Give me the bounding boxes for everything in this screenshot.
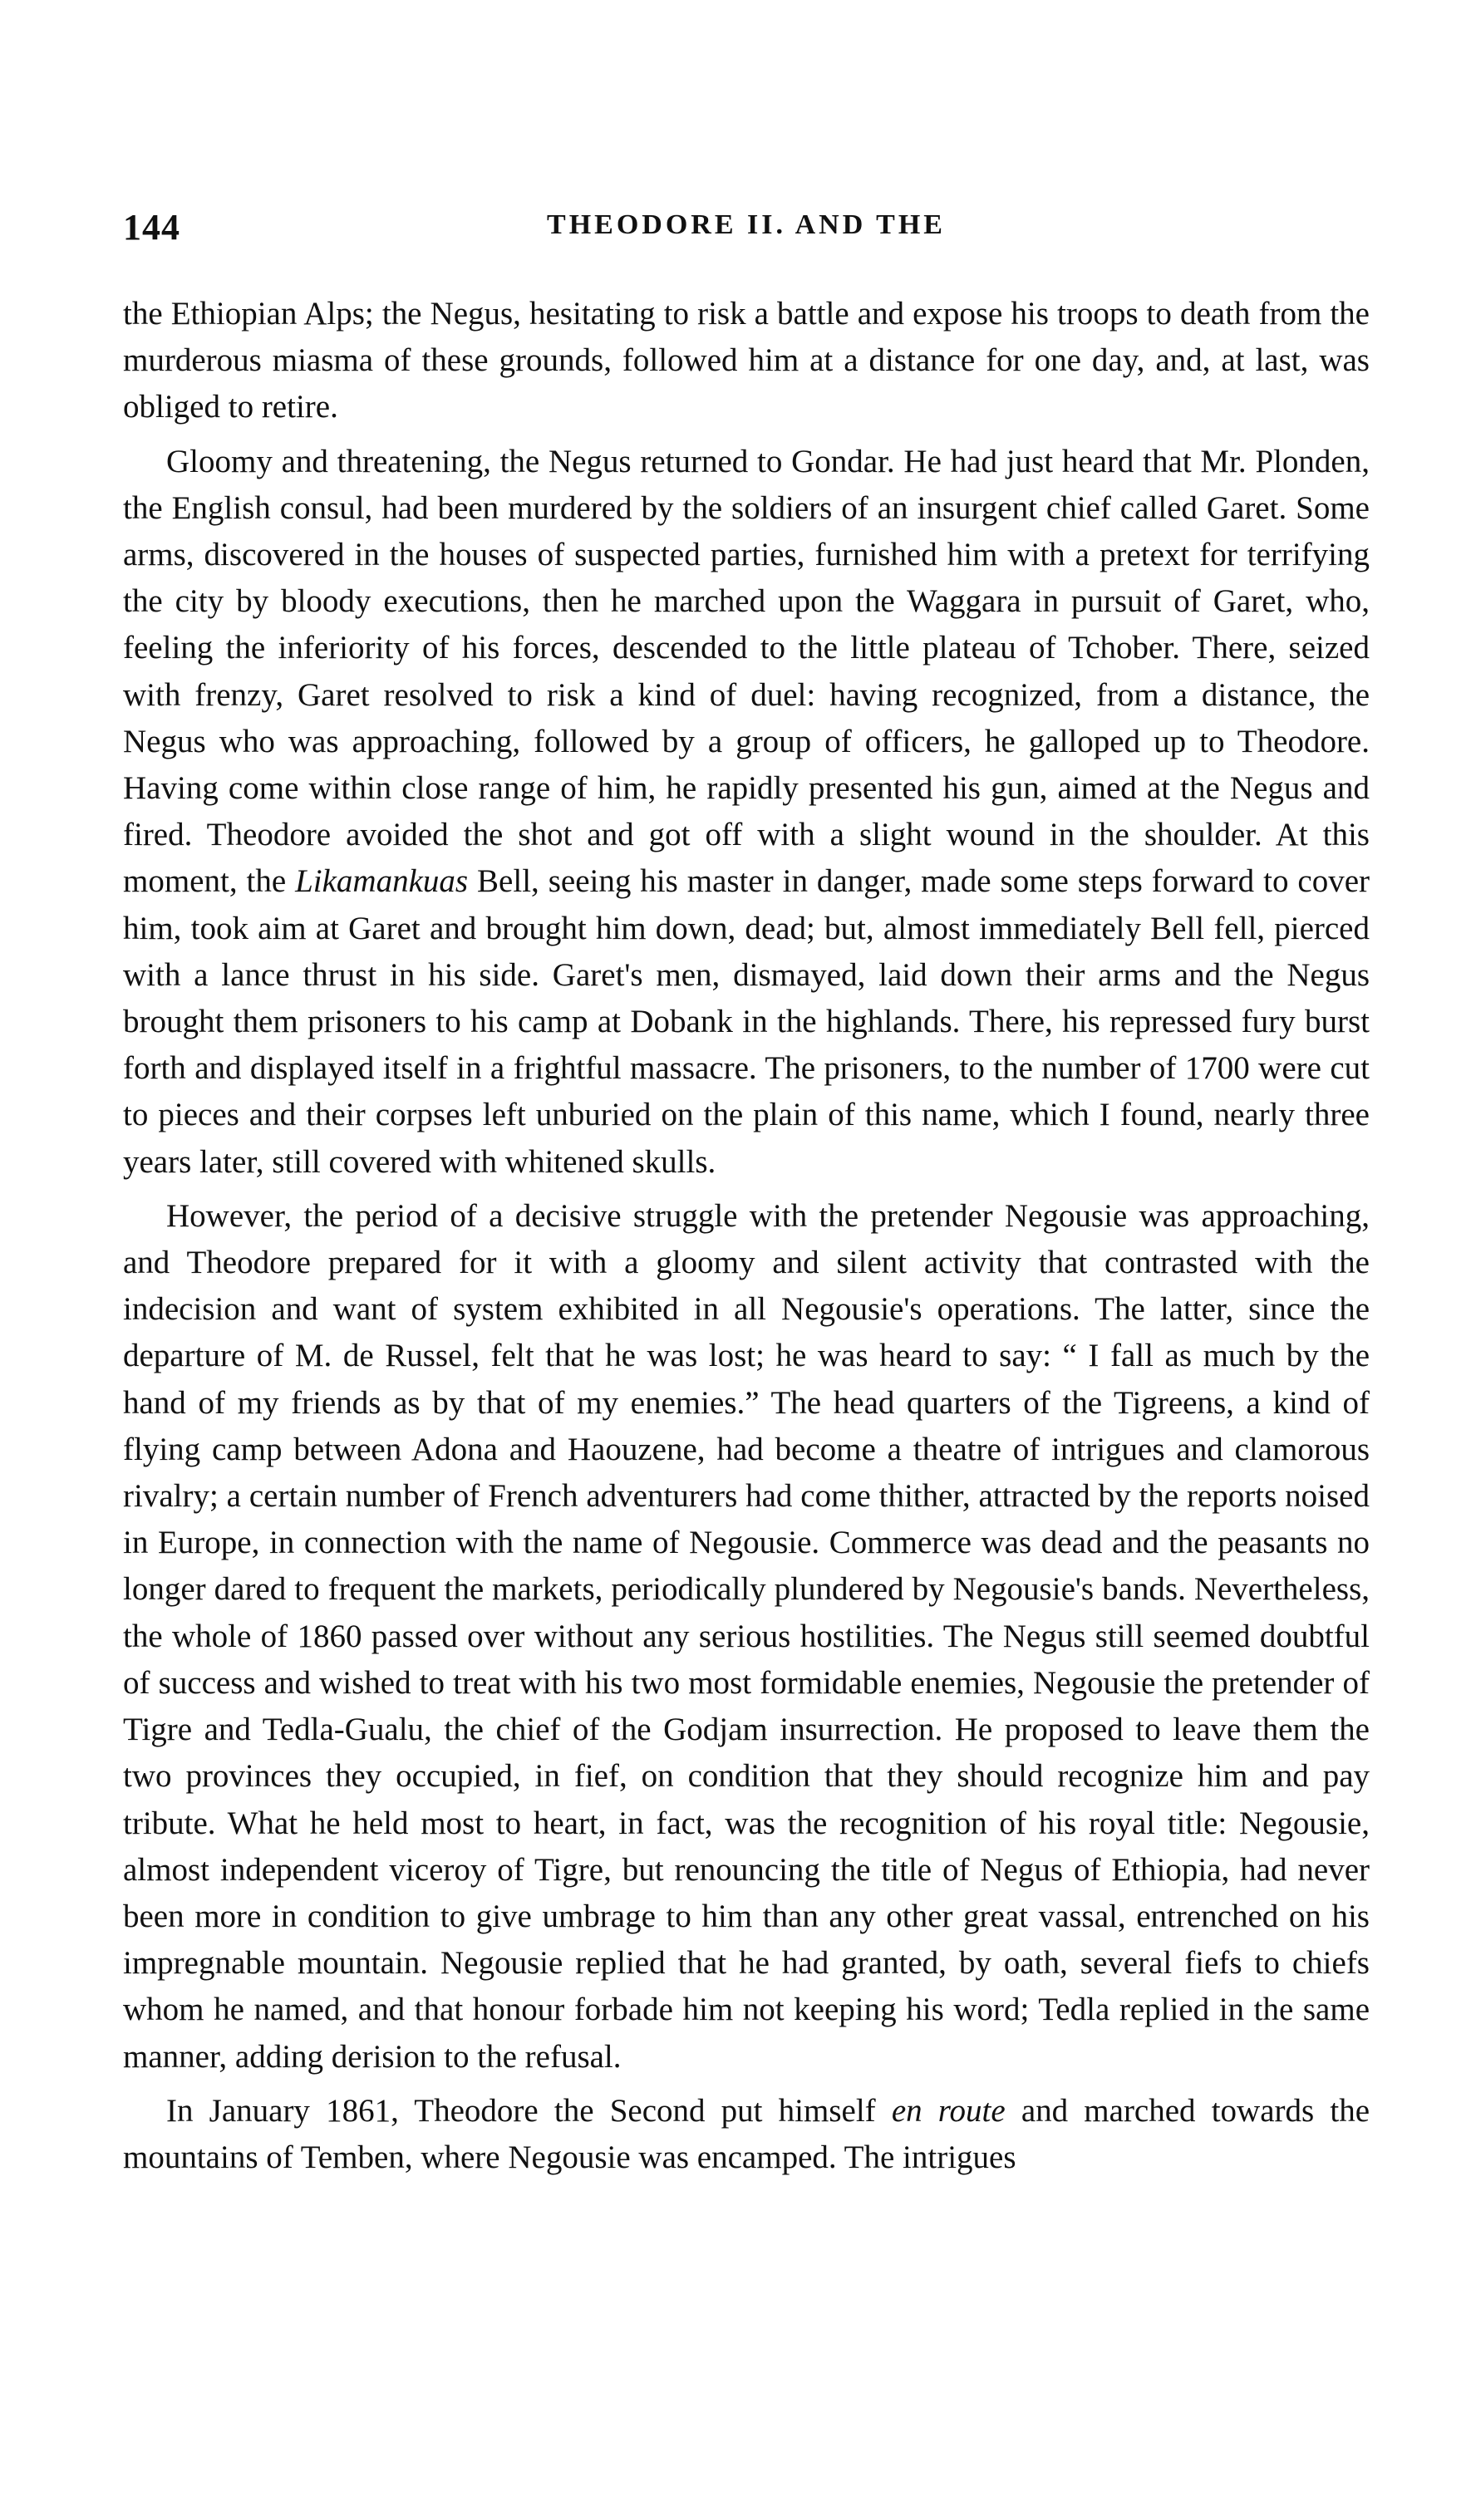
running-head: [123, 206, 1370, 256]
paragraph-4: [123, 2088, 1370, 2181]
paragraph-2-text: Gloomy and threatening, the Negus returned to Gondar. He had just heard that Mr. Plonden, the English consul, had been murdered by the soldiers of an insurgent chief called Garet. Some arms, discovered in the houses of suspected parties, furnished him with a pretext for terrifying the city by bloody executions, then he marched upon the Waggara in pursuit of Garet, who, feeling the inferiority of his forces, descended to the little plateau of Tchober. There, seized with frenzy, Garet resolved to risk a kind of duel: having recognized, from a distance, the Negus who was approaching, followed by a group of officers, he galloped up to Theodore. Having come within close range of him, he rapidly presented his gun, aimed at the Negus and fired. Theodore avoided the shot and got off with a slight wound in the shoulder. At this moment, the: [123, 443, 1370, 900]
paragraph-3: [123, 1193, 1370, 2080]
paragraph-4-italic: en route: [891, 2092, 1006, 2129]
paragraph-1-text: the Ethiopian Alps; the Negus, hesitating to risk a battle and expose his troops to death from the murderous miasma of these grounds, followed him at a distance for one day, and, at last, was obliged to retire.: [123, 296, 1370, 425]
paragraph-2: [123, 439, 1370, 1186]
paragraph-4-text-after: and marched towards the mountains of Temben, where Negousie was encamped. The intrigues: [123, 2092, 1370, 2175]
paragraph-4-text: In January 1861, Theodore the Second put himself: [166, 2092, 892, 2129]
paragraph-2-italic: Likamankuas: [295, 863, 469, 900]
paragraph-3-text: However, the period of a decisive struggle with the pretender Negousie was approaching, and Theodore prepared for it with a gloomy and silent activity that contrasted with the indecision and want of system exhibited in all Negousie's operations. The latter, since the departure of M. de Russel, felt that he was lost; he was heard to say: “ I fall as much by the hand of my friends as by that of my enemies.” The head quarters of the Tigreens, a kind of flying camp between Adona and Haouzene, had become a theatre of intrigues and clamorous rivalry; a certain number of French adventurers had come thither, attracted by the reports noised in Europe, in connection with the name of Negousie. Commerce was dead and the peasants no longer dared to frequent the markets, periodically plundered by Negousie's bands. Nevertheless, the whole of 1860 passed over without any serious hostilities. The Negus still seemed doubtful of success and wished to treat with his two most formidable enemies, Negousie the pretender of Tigre and Tedla-Gualu, the chief of the Godjam insurrection. He proposed to leave them the two provinces they occupied, in fief, on condition that they should recognize him and pay tribute. What he held most to heart, in fact, was the recognition of his royal title: Negousie, almost independent viceroy of Tigre, but renouncing the title of Negus of Ethiopia, had never been more in condition to give umbrage to him than any other great vassal, entrenched on his impregnable mountain. Negousie replied that he had granted, by oath, several fiefs to chiefs whom he named, and that honour forbade him not keeping his word; Tedla replied in the same manner, adding derision to the refusal.: [123, 1197, 1370, 2075]
running-title: THEODORE II. AND THE: [547, 209, 946, 240]
paragraph-2-text-after: Bell, seeing his master in danger, made some steps forward to cover him, took aim at Garet and brought him down, dead; but, almost immediately Bell fell, pierced with a lance thrust in his side. Garet's men, dismayed, laid down their arms and the Negus brought them prisoners to his camp at Dobank in the highlands. There, his repressed fury burst forth and displayed itself in a frightful massacre. The prisoners, to the number of 1700 were cut to pieces and their corpses left unburied on the plain of this name, which I found, nearly three years later, still covered with whitened skulls.: [123, 863, 1370, 1180]
page-number: 144: [123, 207, 180, 248]
paragraph-1: [123, 291, 1370, 431]
body-text: [123, 291, 1370, 2188]
